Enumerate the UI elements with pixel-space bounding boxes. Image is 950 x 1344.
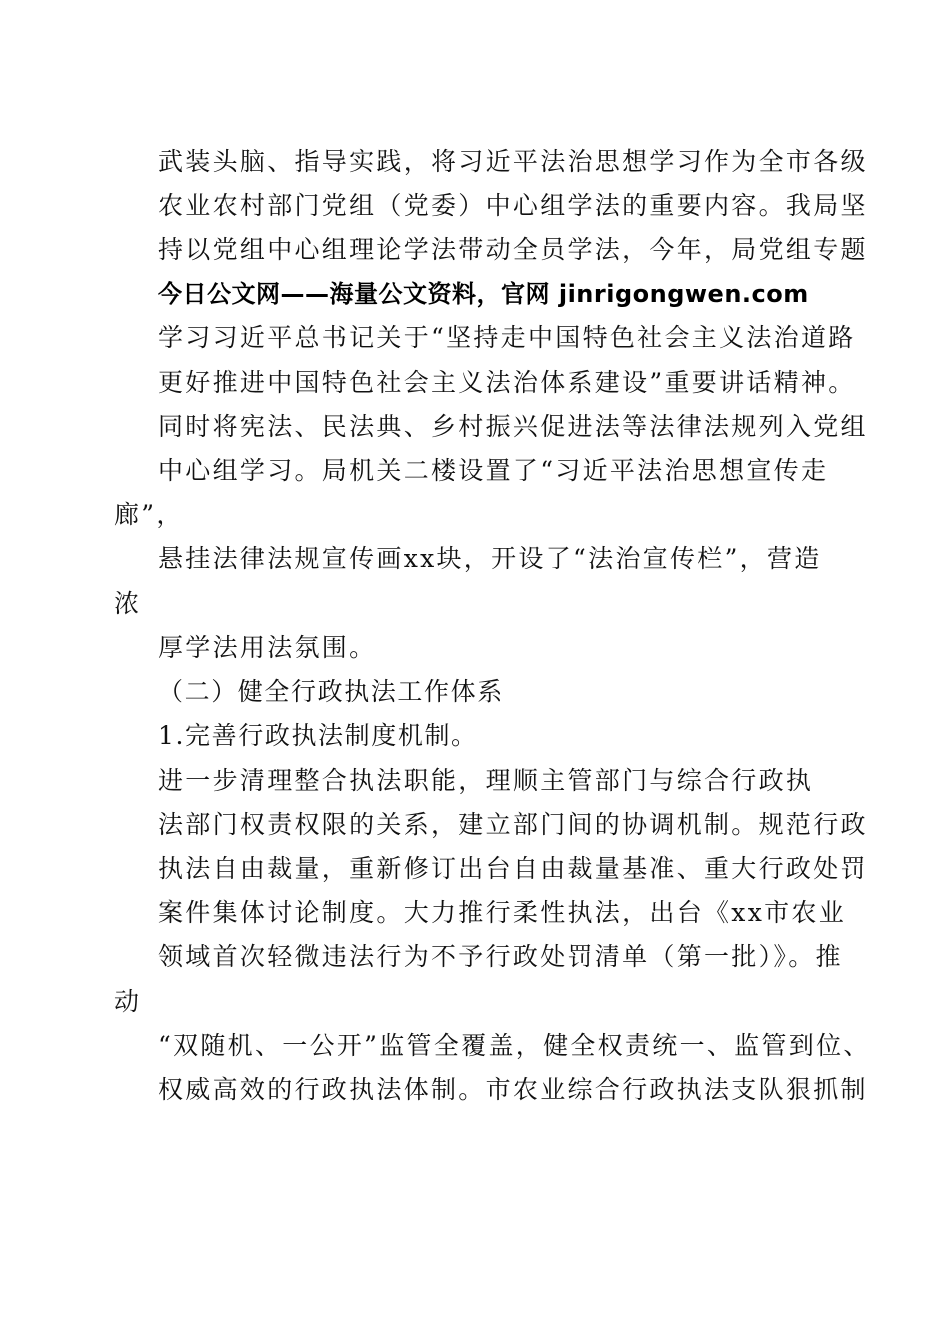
body-line-16: 执法自由裁量，重新修订出台自由裁量基准、重大行政处罚	[158, 854, 868, 883]
watermark-banner: 今日公文网——海量公文资料，官网 jinrigongwen.com	[158, 280, 809, 308]
body-line-3: 持以党组中心组理论学法带动全员学法，今年，局党组专题	[158, 235, 868, 264]
section-heading: （二）健全行政执法工作体系	[158, 677, 504, 706]
body-line-10: 浓	[114, 589, 142, 618]
body-line-9: 悬挂法律法规宣传画xx块，开设了“法治宣传栏”，营造	[158, 544, 822, 573]
body-line-11: 厚学法用法氛围。	[158, 633, 377, 662]
body-line-6: 同时将宪法、民法典、乡村振兴促进法等法律法规列入党组	[158, 412, 868, 441]
body-line-17: 案件集体讨论制度。大力推行柔性执法，出台《xx市农业	[158, 898, 847, 927]
body-line-1: 武装头脑、指导实践，将习近平法治思想学习作为全市各级	[158, 147, 868, 176]
body-line-7: 中心组学习。局机关二楼设置了“习近平法治思想宣传走	[158, 456, 829, 485]
body-line-14: 进一步清理整合执法职能，理顺主管部门与综合行政执	[158, 766, 814, 795]
body-line-2: 农业农村部门党组（党委）中心组学法的重要内容。我局坚	[158, 191, 868, 220]
body-line-18: 领域首次轻微违法行为不予行政处罚清单（第一批）》。推	[158, 942, 843, 971]
body-line-15: 法部门权责权限的关系，建立部门间的协调机制。规范行政	[158, 810, 868, 839]
body-line-21: 权威高效的行政执法体制。市农业综合行政执法支队狠抓制	[158, 1075, 868, 1104]
body-line-20: “双随机、一公开”监管全覆盖，健全权责统一、监管到位、	[158, 1031, 871, 1060]
subsection-heading: 1.完善行政执法制度机制。	[158, 721, 478, 750]
body-line-19: 动	[114, 987, 142, 1016]
body-line-8: 廊”，	[114, 500, 184, 529]
body-line-5: 更好推进中国特色社会主义法治体系建设”重要讲话精神。	[158, 368, 856, 397]
body-line-4: 学习习近平总书记关于“坚持走中国特色社会主义法治道路	[158, 323, 856, 352]
